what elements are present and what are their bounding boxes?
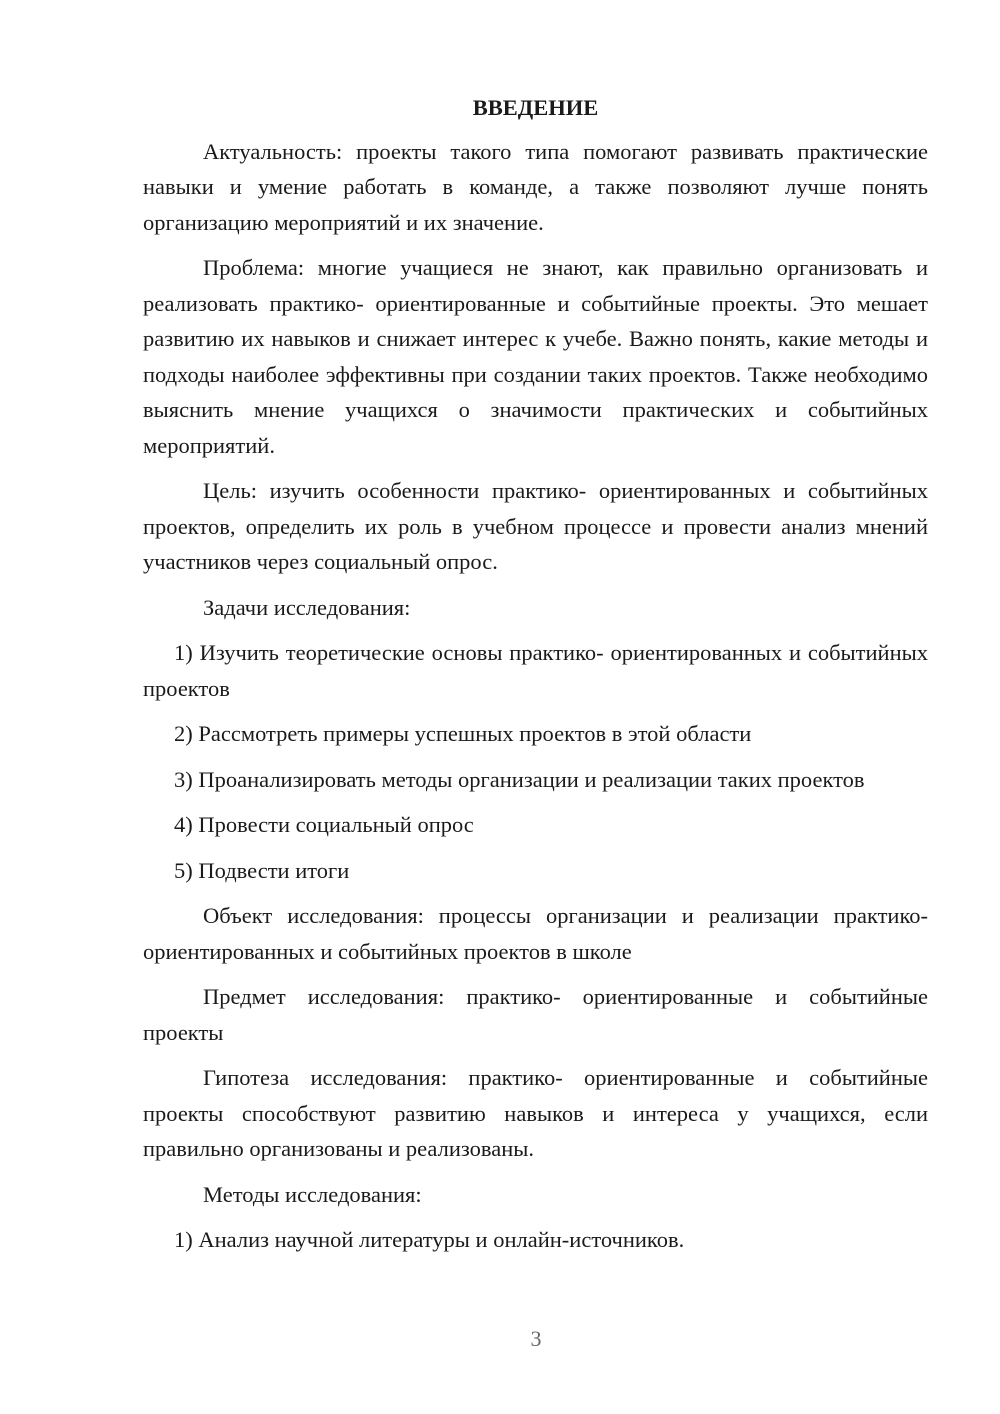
task-item-3: 3) Проанализировать методы организации и реализации таких проектов	[174, 766, 865, 792]
subject-paragraph: Предмет исследования: практико- ориентированные и событийные проекты	[143, 984, 928, 1045]
tasks-title: Задачи исследования:	[203, 594, 411, 620]
hypothesis-paragraph: Гипотеза исследования: практико- ориентированные и событийные проекты способствуют развитию навыков и интереса у учащихся, если правильно организованы и реализованы.	[143, 1065, 928, 1161]
object-paragraph: Объект исследования: процессы организации и реализации практико- ориентированных и событийных проектов в школе	[143, 903, 928, 964]
problem-paragraph: Проблема: многие учащиеся не знают, как правильно организовать и реализовать практико- ориентированные и событийные проекты. Это мешает развитию их навыков и снижает интерес к учебе. Важно понять, какие методы и подходы наиболее эффективны при создании таких проектов. Также необходимо выяснить мнение учащихся о значимости практических и событийных мероприятий.	[143, 255, 928, 458]
goal-paragraph: Цель: изучить особенности практико- ориентированных и событийных проектов, определить их роль в учебном процессе и провести анализ мнений участников через социальный опрос.	[143, 478, 928, 574]
method-item-1: 1) Анализ научной литературы и онлайн-источников.	[174, 1227, 685, 1252]
page-number: 3	[530, 1326, 542, 1351]
task-item-2: 2) Рассмотреть примеры успешных проектов в этой области	[174, 721, 752, 746]
methods-title: Методы исследования:	[203, 1181, 422, 1207]
task-item-5: 5) Подвести итоги	[174, 857, 350, 883]
relevance-paragraph: Актуальность: проекты такого типа помогают развивать практические навыки и умение работать в команде, а также позволяют лучше понять организацию мероприятий и их значение.	[143, 138, 928, 235]
task-item-1: 1) Изучить теоретические основы практико- ориентированных и событийных проектов	[143, 640, 928, 701]
page-title: ВВЕДЕНИЕ	[472, 95, 599, 120]
task-item-4: 4) Провести социальный опрос	[174, 812, 474, 837]
document-page	[143, 90, 928, 1268]
